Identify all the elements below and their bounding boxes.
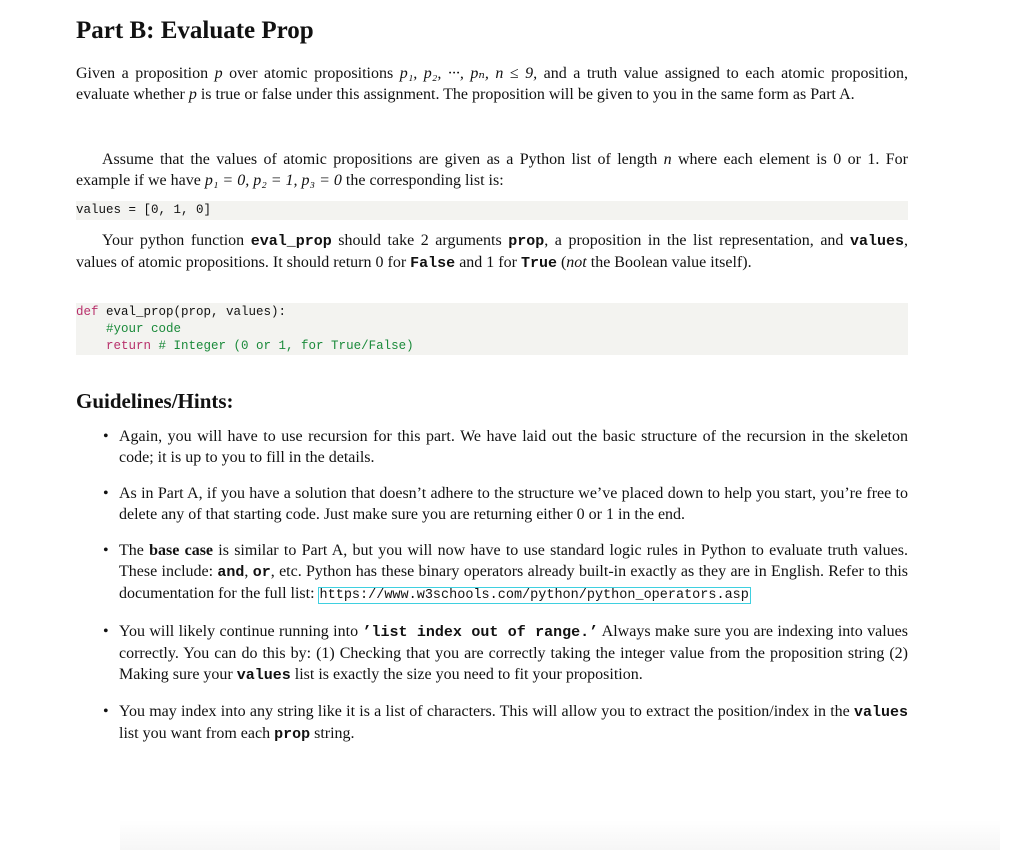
intro-paragraph [76,63,908,105]
bullet-icon: • [103,485,109,502]
text: You may index into any string like it is a list of characters. This will allow you to extract the position/index in the [119,703,854,720]
math-p: p [188,86,197,103]
text: over atomic propositions [222,65,400,82]
inline-code-prop: prop [274,726,311,743]
hint-text: Again, you will have to use recursion for this part. We have laid out the basic structure of the recursion in the skeleton code; it is up to you to fill in the details. [119,428,908,466]
values-paragraph [76,149,908,191]
list-item [76,426,908,468]
keyword-def: def [76,305,99,319]
inline-code-fn: eval_prop [250,233,332,250]
list-item [76,483,908,525]
text: , a proposition in the list representation, and [544,232,850,249]
text: The [119,542,150,559]
text: should take 2 arguments [331,232,509,249]
bullet-icon: • [103,623,109,640]
hints-list [76,426,908,745]
bullet-icon: • [103,703,109,720]
text: and 1 for [455,254,521,271]
bold-base-case: base case [149,542,214,559]
math-n: n [663,151,672,168]
inline-code-false: False [410,255,456,272]
math-atoms: p₁, p₂, ···, pₙ, n ≤ 9, [399,65,538,82]
list-item [76,540,908,606]
emphasis-not: not [566,254,587,271]
hint-text: As in Part A, if you have a solution that doesn’t adhere to the structure we’ve placed down to help you start, you’re free to delete any of that starting code. Just make sure you are returning either 0 or 1 in the end. [119,485,908,523]
inline-code-error: ’list index out of range.’ [362,624,599,641]
bullet-icon: • [103,428,109,445]
text: , values of atomic propositions. It should return 0 for [76,232,909,271]
inline-code-prop: prop [508,233,545,250]
text: the Boolean value itself). [586,254,752,271]
text: , [244,563,253,580]
text: ( [556,254,567,271]
inline-code-or: or [252,564,271,581]
hints-heading: Guidelines/Hints: [76,389,234,413]
text: Assume that the values of atomic propositions are given as a Python list of length [102,151,664,168]
list-item [76,621,908,686]
code-comment: #your code [106,322,182,336]
keyword-return: return [106,339,152,353]
function-code-block [76,303,908,355]
text: is similar to Part A, but you will now have to use standard logic rules in Python to evaluate truth values. These include: [119,542,908,580]
document-page [76,14,909,743]
inline-code-and: and [217,564,245,581]
section-title: Part B: Evaluate Prop [76,17,314,44]
math-p: p [214,65,223,82]
text: Your python function [102,232,251,249]
text: You will likely continue running into [119,623,363,640]
function-paragraph [76,230,908,274]
code-return-comment: # Integer (0 or 1, for True/False) [151,339,414,353]
text: the corresponding list is: [341,172,504,189]
inline-code-values: values [236,667,291,684]
inline-code-values: values [850,233,905,250]
text: , etc. Python has these binary operators already built-in exactly as they are in English. Refer to this documentation for the full list: [119,563,909,602]
inline-code-values: values [853,704,908,721]
text: list is exactly the size you need to fit your proposition. [290,666,643,683]
code-line: values = [0, 1, 0] [76,203,212,217]
inline-code-true: True [520,255,557,272]
text: Given a proposition [76,65,215,82]
text: and a truth value assigned to each atomic proposition, evaluate whether [76,65,909,103]
text: where each element is 0 or 1. For example if we have [76,151,908,189]
math-example: p₁ = 0, p₂ = 1, p₃ = 0 [204,172,342,189]
text: is true or false under this assignment. The proposition will be given to you in the same form as Part A. [196,86,855,103]
documentation-link[interactable]: https://www.w3schools.com/python/python_operators.asp [319,588,749,603]
code-signature: eval_prop(prop, values): [98,305,287,319]
bullet-icon: • [103,542,109,559]
text: Always make sure you are indexing into values correctly. You can do this by: (1) Checking that you are correctly taking the integer value from the proposition string (2) Making sure your [119,623,908,683]
page-bottom-shadow [120,820,1000,850]
values-code-block [76,201,908,220]
text: string. [310,725,355,742]
text: list you want from each [119,725,275,742]
list-item [76,701,908,745]
